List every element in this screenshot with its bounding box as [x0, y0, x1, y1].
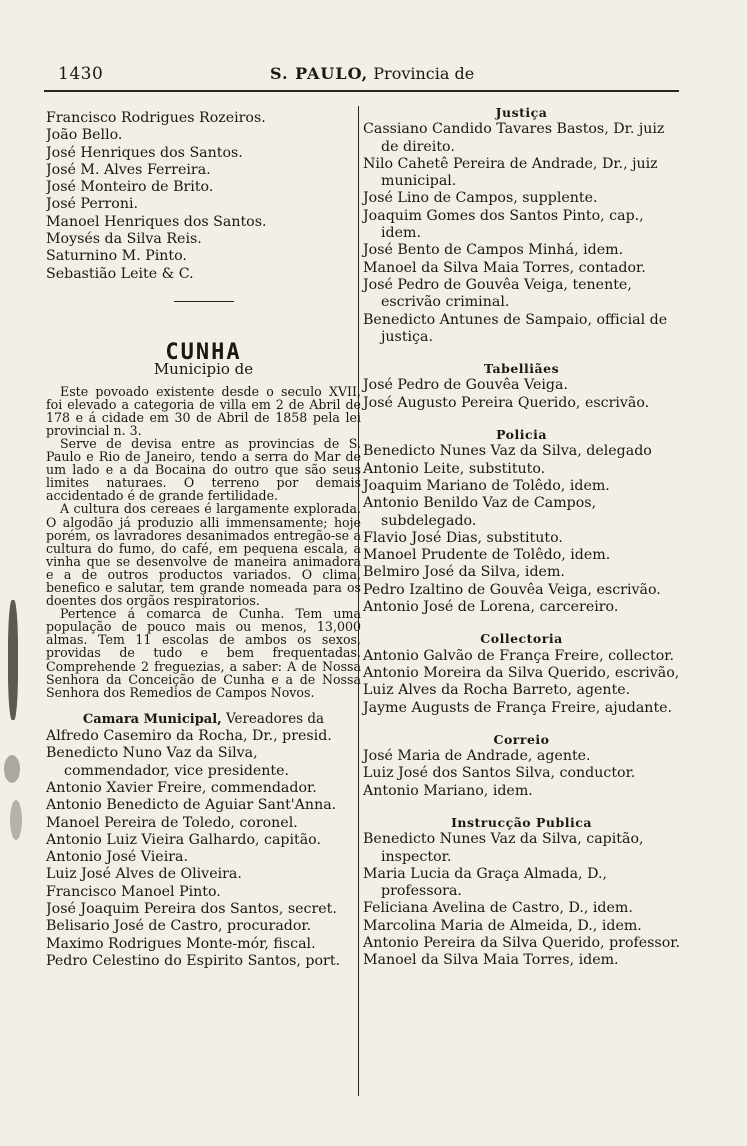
list-item: Joaquim Gomes dos Santos Pinto, cap., idem.: [363, 207, 644, 242]
list-item: José Perroni.: [46, 196, 139, 213]
list-item: Luiz José dos Santos Silva, conductor.: [363, 765, 636, 782]
list-item: Belmiro José da Silva, idem.: [363, 564, 565, 581]
page-header: [44, 64, 677, 88]
list-item: Antonio Galvão de França Freire, collector.: [363, 647, 674, 664]
municipio-title: CUNHA: [165, 339, 242, 365]
description-paragraph: A cultura dos cereaes é largamente explorada. O algodão já produzio alli immensamente; hoje porém, os lavradores desanimados entregão-se a cultura do fumo, do café, em pequena escala, a vinha que se desenvolve de maneira animadora e a de outros productos variados. O clima, benefico e salutar, tem grande nomeada para os doentes dos orgãos respiratorios.: [46, 501, 361, 609]
list-item: Jayme Augusts de França Freire, ajudante.: [363, 699, 673, 716]
list-item: Maria Lucia da Graça Almada, D., professora.: [363, 865, 607, 900]
list-item: Benedicto Nuno Vaz da Silva, commendador, vice presidente.: [46, 745, 290, 779]
description-paragraph: Serve de devisa entre as provincias de S. Paulo e Rio de Janeiro, tendo a serra do Mar de um lado e a da Bocaina do outro que são seus limites naturaes. O terreno por demais accidentado é de grande fertilidade.: [46, 435, 361, 504]
section-heading-justica: Justiça: [495, 105, 548, 120]
list-item: Antonio Mariano, idem.: [363, 782, 533, 799]
list-item: José Maria de Andrade, agente.: [363, 748, 591, 765]
ink-stain: [10, 800, 22, 840]
camara-heading-rest: Vereadores da: [225, 710, 325, 727]
page-number: 1430: [58, 64, 104, 84]
list-item: Benedicto Nunes Vaz da Silva, delegado: [363, 443, 652, 460]
running-title-rest: Provincia de: [373, 64, 475, 83]
list-item: Francisco Manoel Pinto.: [46, 883, 221, 900]
list-item: Antonio Benedicto de Aguiar Sant'Anna.: [46, 797, 337, 814]
section-heading-correio: Correio: [493, 731, 550, 747]
list-item: Joaquim Mariano de Tolêdo, idem.: [363, 477, 610, 494]
municipio-subtitle: Municipio de: [153, 360, 254, 379]
header-rule: [44, 90, 679, 92]
list-item: Pedro Izaltino de Gouvêa Veiga, escrivão.: [363, 581, 661, 598]
list-item: José M. Alves Ferreira.: [46, 161, 211, 178]
running-title: [270, 64, 474, 83]
section-heading-instrucao: Instrucção Publica: [451, 814, 592, 830]
list-item: Belisario José de Castro, procurador.: [46, 918, 312, 935]
left-column: [46, 110, 361, 970]
list-item: Manoel da Silva Maia Torres, contador.: [363, 259, 646, 276]
list-item: Marcolina Maria de Almeida, D., idem.: [363, 917, 642, 934]
section-heading-tabelliaes: Tabelliães: [483, 361, 560, 377]
list-item: José Pedro de Gouvêa Veiga, tenente, escrivão criminal.: [363, 276, 632, 311]
camara-heading-bold: Camara Municipal,: [82, 711, 222, 727]
list-item: Antonio Leite, substituto.: [363, 460, 546, 477]
list-item: João Bello.: [46, 127, 123, 144]
camara-list: [46, 728, 361, 970]
list-item: Moysés da Silva Reis.: [46, 231, 202, 248]
merchant-list: [46, 110, 361, 283]
list-item: Manoel Prudente de Tolêdo, idem.: [363, 547, 611, 564]
list-item: Manoel Pereira de Toledo, coronel.: [46, 814, 298, 831]
list-item: Alfredo Casemiro da Rocha, Dr., presid.: [46, 728, 332, 745]
list-item: Luiz Alves da Rocha Barreto, agente.: [363, 682, 631, 699]
list-item: Pedro Celestino do Espirito Santos, port.: [46, 952, 341, 969]
list-item: Manoel Henriques dos Santos.: [46, 213, 267, 230]
section-divider: [174, 301, 234, 302]
list-item: José Lino de Campos, supplente.: [363, 190, 598, 207]
municipio-description: [46, 385, 361, 699]
ink-stain: [8, 600, 18, 720]
list-item: Maximo Rodrigues Monte-mór, fiscal.: [46, 935, 316, 952]
running-title-province: S. PAULO,: [270, 64, 369, 83]
list-item: Manoel da Silva Maia Torres, idem.: [363, 952, 619, 969]
list-item: Sebastião Leite & C.: [46, 265, 194, 282]
list-item: Benedicto Nunes Vaz da Silva, capitão, inspector.: [363, 831, 644, 865]
list-item: Francisco Rodrigues Rozeiros.: [46, 110, 266, 126]
section-heading-policia: Policia: [496, 427, 547, 443]
list-item: Antonio José Vieira.: [46, 849, 188, 866]
list-item: Luiz José Alves de Oliveira.: [46, 866, 242, 883]
list-item: Antonio José de Lorena, carcereiro.: [363, 599, 619, 616]
list-item: José Bento de Campos Minhá, idem.: [363, 242, 624, 259]
list-item: José Henriques dos Santos.: [46, 144, 243, 161]
list-item: José Pedro de Gouvêa Veiga.: [363, 377, 568, 394]
section-heading-collectoria: Collectoria: [480, 631, 563, 647]
list-item: Cassiano Candido Tavares Bastos, Dr. juiz de direito.: [363, 121, 665, 155]
description-paragraph: Este povoado existente desde o seculo XVII, foi elevado a categoria de villa em 2 de Abril de 178 e á cidade em 30 de Abril de 1858 pela lei provincial n. 3.: [46, 383, 361, 438]
camara-heading: [46, 711, 361, 728]
description-paragraph: Pertence á comarca de Cunha. Tem uma população de pouco mais ou menos, 13,000 almas. Tem 11 escolas de ambos os sexos, providas de tudo e bem frequentadas. Comprehende 2 freguezias, a saber: A de Nossa Senhora da Conceição de Cunha e a de Nossa Senhora dos Remedios de Campos Novos.: [46, 606, 361, 700]
right-column: [363, 105, 680, 970]
list-item: José Augusto Pereira Querido, escrivão.: [363, 394, 650, 411]
list-item: Antonio Xavier Freire, commendador.: [46, 780, 317, 796]
list-item: Benedicto Antunes de Sampaio, official de justiça.: [363, 311, 668, 345]
list-item: Feliciana Avelina de Castro, D., idem.: [363, 900, 633, 917]
list-item: José Monteiro de Brito.: [46, 179, 214, 196]
list-item: Nilo Cahetê Pereira de Andrade, Dr., juiz municipal.: [363, 155, 658, 190]
ink-stain: [4, 755, 20, 783]
list-item: Saturnino M. Pinto.: [46, 248, 187, 265]
list-item: Flavio José Dias, substituto.: [363, 529, 563, 546]
list-item: Antonio Luiz Vieira Galhardo, capitão.: [46, 831, 321, 848]
list-item: Antonio Pereira da Silva Querido, professor.: [363, 935, 680, 952]
list-item: Antonio Moreira da Silva Querido, escrivão,: [363, 664, 680, 681]
list-item: José Joaquim Pereira dos Santos, secret.: [46, 901, 337, 918]
list-item: Antonio Benildo Vaz de Campos, subdelegado.: [363, 495, 597, 529]
